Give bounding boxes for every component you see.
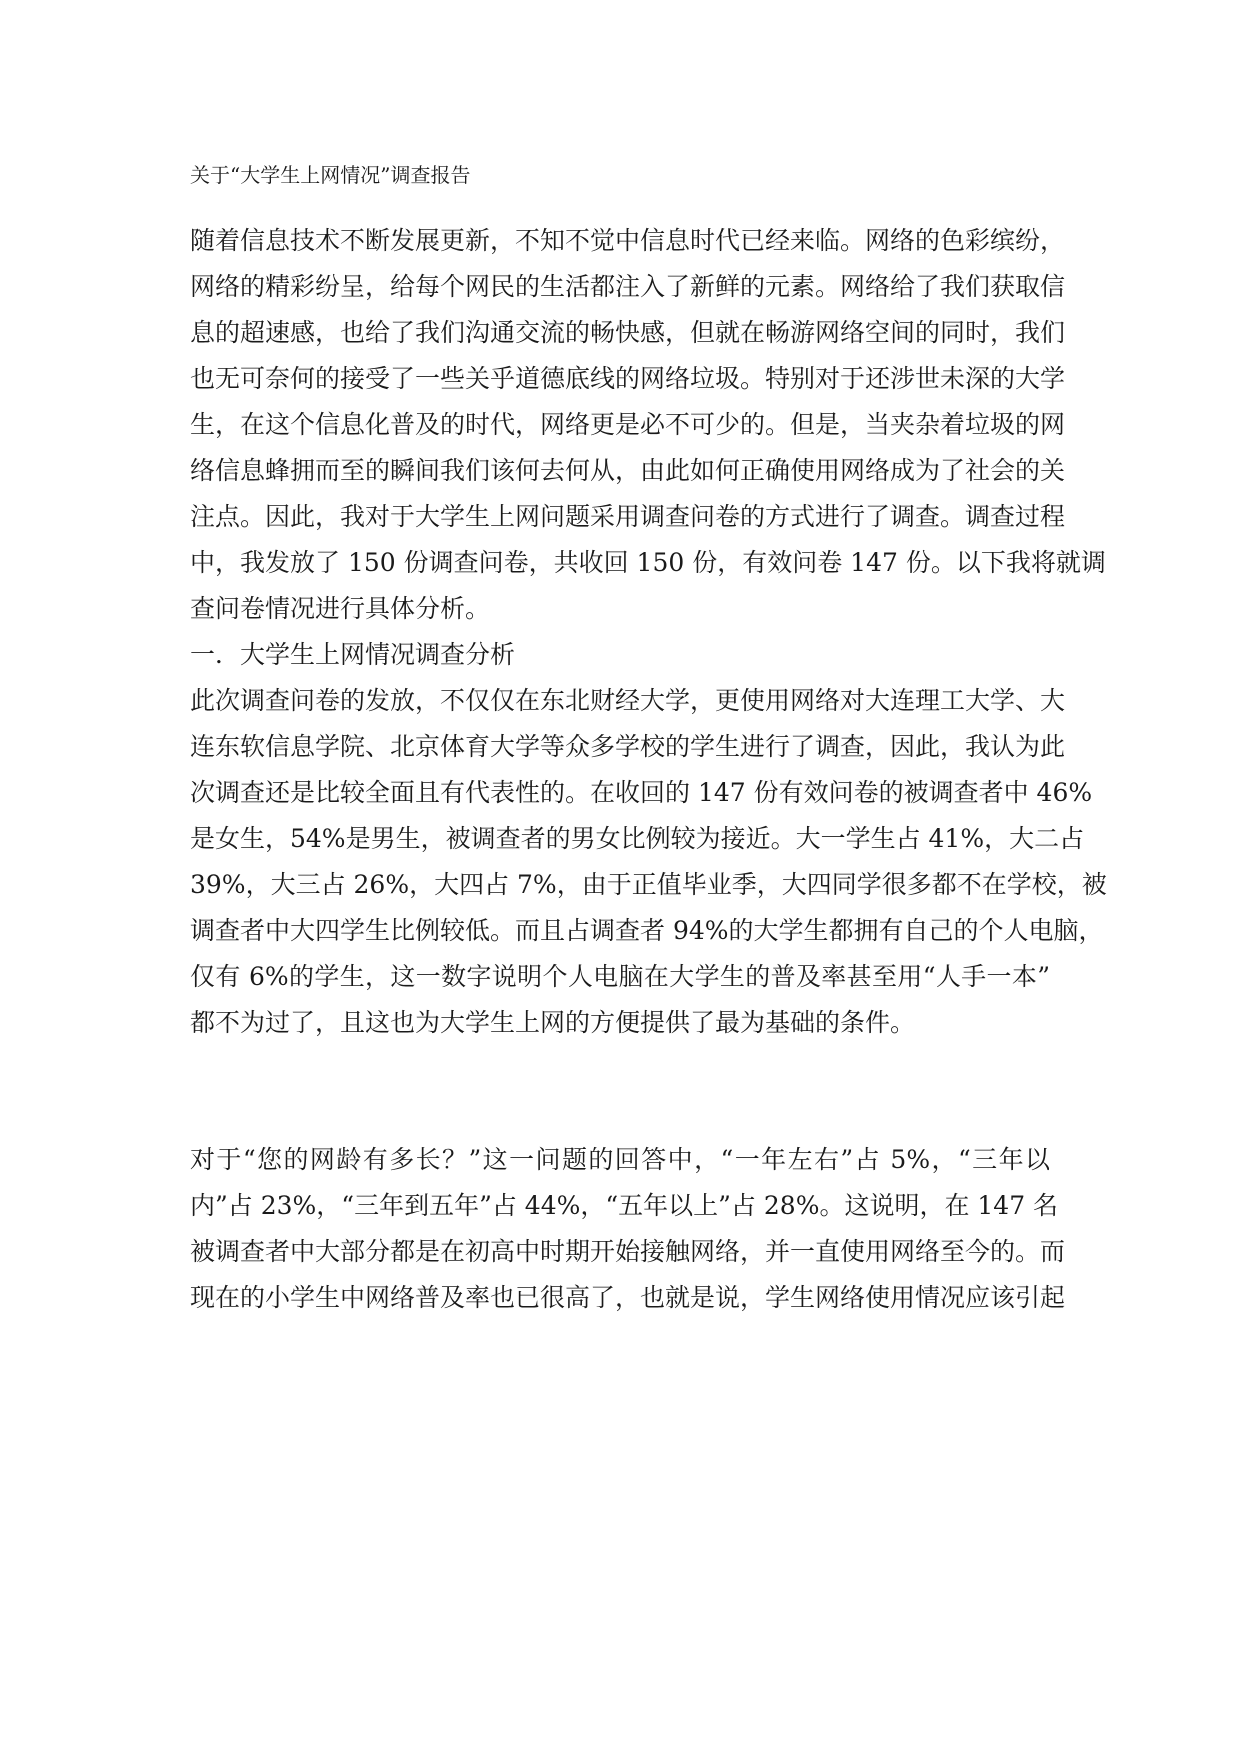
paragraph-2-line: 连东软信息学院、北京体育大学等众多学校的学生进行了调查，因此，我认为此: [190, 732, 1066, 761]
paragraph-3-line: 现在的小学生中网络普及率也已很高了，也就是说，学生网络使用情况应该引起: [190, 1283, 1066, 1312]
paragraph-3-line: 内”占 23%，“三年到五年”占 44%，“五年以上”占 28%。这说明，在 147 名: [190, 1191, 1059, 1220]
paragraph-1-line: 注点。因此，我对于大学生上网问题采用调查问卷的方式进行了调查。调查过程: [190, 502, 1066, 531]
document-title: 关于“大学生上网情况”调查报告: [190, 163, 471, 187]
paragraph-2-line: 仅有 6%的学生，这一数字说明个人电脑在大学生的普及率甚至用“人手一本”: [190, 962, 1050, 991]
paragraph-1-line: 随着信息技术不断发展更新，不知不觉中信息时代已经来临。网络的色彩缤纷，: [190, 226, 1066, 255]
paragraph-2-line: 此次调查问卷的发放，不仅仅在东北财经大学，更使用网络对大连理工大学、大: [190, 686, 1066, 715]
paragraph-3-line: 被调查者中大部分都是在初高中时期开始接触网络，并一直使用网络至今的。而: [190, 1237, 1066, 1266]
paragraph-1-line: 息的超速感，也给了我们沟通交流的畅快感，但就在畅游网络空间的同时，我们: [190, 318, 1066, 347]
paragraph-2-line: 都不为过了，且这也为大学生上网的方便提供了最为基础的条件。: [190, 1008, 916, 1037]
section-heading: 一．大学生上网情况调查分析: [190, 640, 516, 669]
paragraph-2-line: 是女生，54%是男生，被调查者的男女比例较为接近。大一学生占 41%，大二占: [190, 824, 1085, 853]
paragraph-1-line: 中，我发放了 150 份调查问卷，共收回 150 份，有效问卷 147 份。以下我将就调: [190, 548, 1106, 577]
paragraph-3-line: 对于“您的网龄有多长？”这一问题的回答中，“一年左右”占 5%，“三年以: [190, 1145, 1050, 1174]
paragraph-1-line: 络信息蜂拥而至的瞬间我们该何去何从，由此如何正确使用网络成为了社会的关: [190, 456, 1066, 485]
paragraph-2-line: 次调查还是比较全面且有代表性的。在收回的 147 份有效问卷的被调查者中 46%: [190, 778, 1093, 807]
paragraph-1-line: 网络的精彩纷呈，给每个网民的生活都注入了新鲜的元素。网络给了我们获取信: [190, 272, 1066, 301]
paragraph-1-line: 查问卷情况进行具体分析。: [190, 594, 491, 623]
paragraph-1-line: 生，在这个信息化普及的时代，网络更是必不可少的。但是，当夹杂着垃圾的网: [190, 410, 1066, 439]
paragraph-2-line: 39%，大三占 26%，大四占 7%，由于正值毕业季，大四同学很多都不在学校，被: [190, 870, 1107, 899]
paragraph-1-line: 也无可奈何的接受了一些关乎道德底线的网络垃圾。特别对于还涉世未深的大学: [190, 364, 1066, 393]
paragraph-2-line: 调查者中大四学生比例较低。而且占调查者 94%的大学生都拥有自己的个人电脑，: [190, 916, 1104, 945]
